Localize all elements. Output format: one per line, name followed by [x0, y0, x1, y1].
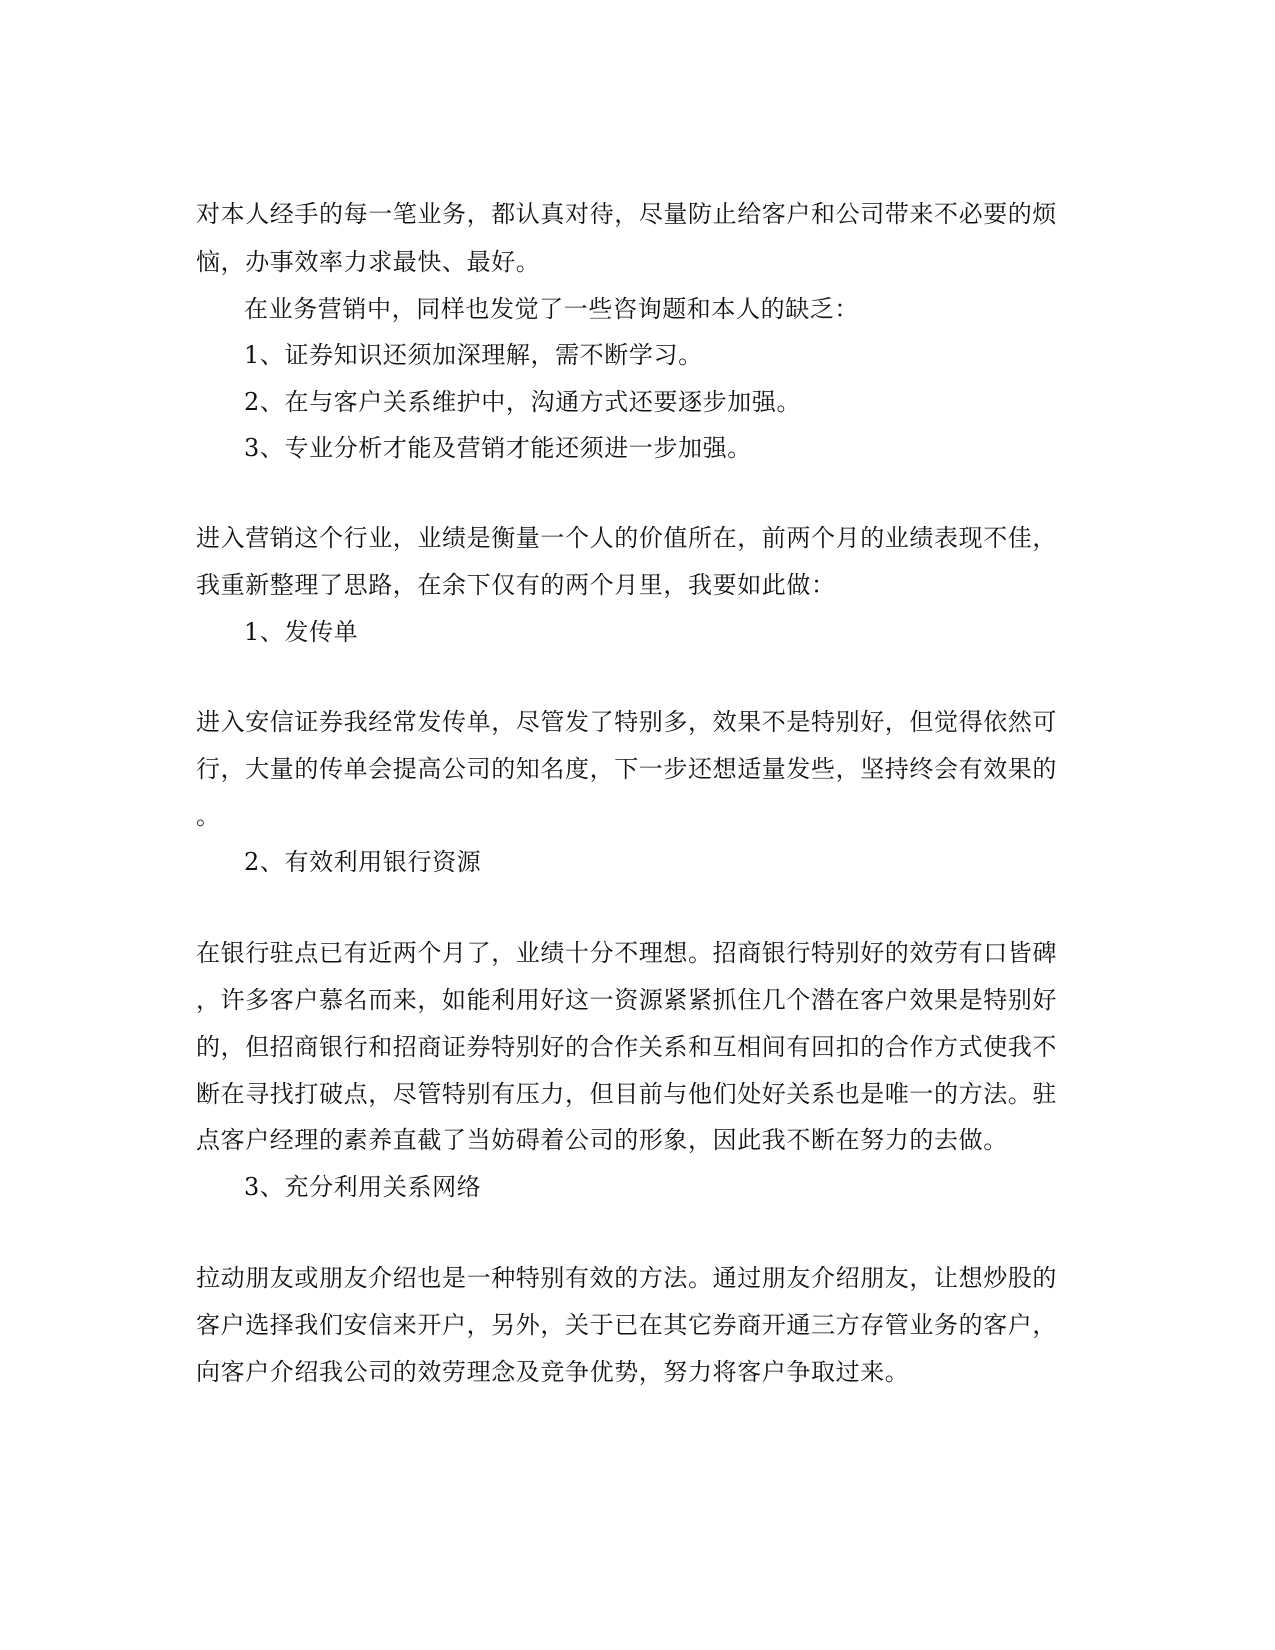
paragraph-line: 在业务营销中，同样也发觉了一些咨询题和本人的缺乏：	[244, 295, 859, 323]
section-heading: 1、发传单	[244, 618, 359, 646]
section-heading: 3、充分利用关系网络	[244, 1173, 482, 1201]
paragraph-line: 对本人经手的每一笔业务，都认真对待，尽量防止给客户和公司带来不必要的烦	[196, 200, 1057, 228]
paragraph-line: 进入营销这个行业，业绩是衡量一个人的价值所在，前两个月的业绩表现不佳，	[196, 524, 1057, 552]
section-heading: 2、有效利用银行资源	[244, 848, 482, 876]
paragraph-line: 。	[196, 802, 221, 830]
paragraph-line: 客户选择我们安信来开户，另外，关于已在其它券商开通三方存管业务的客户，	[196, 1311, 1057, 1339]
paragraph-line: 拉动朋友或朋友介绍也是一种特别有效的方法。通过朋友介绍朋友，让想炒股的	[196, 1264, 1057, 1292]
paragraph-line: 向客户介绍我公司的效劳理念及竞争优势，努力将客户争取过来。	[196, 1358, 910, 1386]
paragraph-line: 的，但招商银行和招商证券特别好的合作关系和互相间有回扣的合作方式使我不	[196, 1033, 1057, 1061]
paragraph-line: 我重新整理了思路，在余下仅有的两个月里，我要如此做：	[196, 571, 836, 599]
paragraph-line: ，许多客户慕名而来，如能利用好这一资源紧紧抓住几个潜在客户效果是特别好	[196, 986, 1057, 1014]
paragraph-line: 在银行驻点已有近两个月了，业绩十分不理想。招商银行特别好的效劳有口皆碑	[196, 939, 1057, 967]
list-item: 1、证券知识还须加深理解，需不断学习。	[244, 341, 703, 369]
paragraph-line: 恼，办事效率力求最快、最好。	[196, 248, 541, 276]
paragraph-line: 点客户经理的素养直截了当妨碍着公司的形象，因此我不断在努力的去做。	[196, 1126, 1008, 1154]
paragraph-line: 断在寻找打破点，尽管特别有压力，但目前与他们处好关系也是唯一的方法。驻	[196, 1080, 1057, 1108]
list-item: 3、专业分析才能及营销才能还须进一步加强。	[244, 434, 752, 462]
paragraph-line: 行，大量的传单会提高公司的知名度，下一步还想适量发些，坚持终会有效果的	[196, 755, 1057, 783]
paragraph-line: 进入安信证券我经常发传单，尽管发了特别多，效果不是特别好，但觉得依然可	[196, 708, 1057, 736]
list-item: 2、在与客户关系维护中，沟通方式还要逐步加强。	[244, 388, 802, 416]
